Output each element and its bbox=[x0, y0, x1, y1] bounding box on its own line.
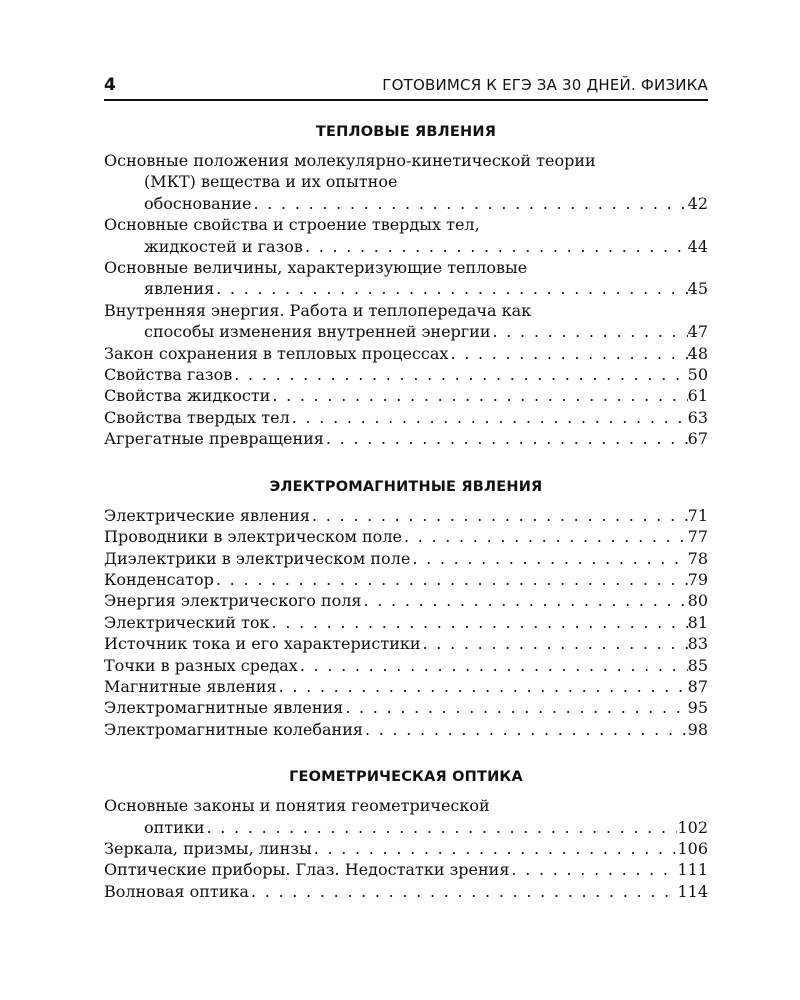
toc-entry-final-line bbox=[104, 590, 708, 611]
toc-entry-final-line bbox=[104, 321, 708, 342]
toc-entry-title: Проводники в электрическом поле bbox=[104, 527, 402, 547]
toc-page-number: 83 bbox=[687, 634, 708, 654]
toc-entry-final-line bbox=[104, 193, 708, 214]
toc-entry-title: Закон сохранения в тепловых процессах bbox=[104, 343, 449, 363]
toc-entry[interactable] bbox=[104, 214, 708, 257]
toc-entry-final-line bbox=[104, 407, 708, 428]
dot-leader bbox=[290, 407, 688, 428]
toc-entry-line: Основные величины, характеризующие тепловые bbox=[104, 258, 528, 278]
toc-entry[interactable] bbox=[104, 257, 708, 300]
toc-entry-line: Основные законы и понятия геометрической bbox=[104, 796, 490, 816]
dot-leader bbox=[509, 859, 677, 880]
toc-entry-final-line bbox=[104, 278, 708, 299]
toc-entry-final-line bbox=[104, 697, 708, 718]
toc-entry-final-line bbox=[104, 838, 708, 859]
toc-entry-final-line bbox=[104, 548, 708, 569]
dot-leader bbox=[298, 655, 688, 676]
toc-page-number: 50 bbox=[687, 365, 708, 385]
toc-entry-title: жидкостей и газов bbox=[144, 236, 303, 256]
toc-page-number: 114 bbox=[677, 881, 708, 901]
toc-entry-line: Основные свойства и строение твердых тел, bbox=[104, 215, 480, 235]
toc-entry-final-line bbox=[104, 385, 708, 406]
dot-leader bbox=[270, 385, 687, 406]
toc-page-number: 79 bbox=[687, 569, 708, 589]
toc-page-number: 42 bbox=[687, 193, 708, 213]
toc-entry-line: Внутренняя энергия. Работа и теплопередача как bbox=[104, 300, 532, 320]
dot-leader bbox=[303, 236, 688, 257]
toc-sections bbox=[104, 123, 708, 902]
toc-entry-title: Электромагнитные колебания bbox=[104, 719, 363, 739]
toc-entry-title: Источник тока и его характеристики bbox=[104, 634, 421, 654]
toc-entry[interactable] bbox=[104, 526, 708, 547]
dot-leader bbox=[204, 817, 677, 838]
toc-entry-final-line bbox=[104, 633, 708, 654]
toc-page-number: 61 bbox=[687, 386, 708, 406]
toc-entry-title: Свойства жидкости bbox=[104, 386, 271, 406]
toc-page-number: 47 bbox=[687, 322, 708, 342]
toc-entry[interactable] bbox=[104, 590, 708, 611]
dot-leader bbox=[270, 612, 688, 633]
toc-entry-final-line bbox=[104, 364, 708, 385]
dot-leader bbox=[402, 526, 688, 547]
toc-entry-title: явления bbox=[144, 279, 215, 299]
dot-leader bbox=[214, 278, 687, 299]
toc-entry-title: Зеркала, призмы, линзы bbox=[104, 838, 312, 858]
toc-entry[interactable] bbox=[104, 795, 708, 838]
toc-page-number: 102 bbox=[677, 817, 708, 837]
dot-leader bbox=[277, 676, 688, 697]
dot-leader bbox=[310, 505, 688, 526]
toc-entry-title: оптики bbox=[144, 817, 205, 837]
toc-page-number: 67 bbox=[687, 429, 708, 449]
toc-entry[interactable] bbox=[104, 881, 708, 902]
toc-page-number: 81 bbox=[687, 612, 708, 632]
toc-entry-title: Конденсатор bbox=[104, 569, 214, 589]
toc-entry-title: Электрические явления bbox=[104, 505, 311, 525]
toc-entry[interactable] bbox=[104, 505, 708, 526]
section-title: ГЕОМЕТРИЧЕСКАЯ ОПТИКА bbox=[289, 769, 523, 786]
dot-leader bbox=[324, 428, 688, 449]
toc-entry[interactable] bbox=[104, 569, 708, 590]
toc-entry-final-line bbox=[104, 676, 708, 697]
dot-leader bbox=[410, 548, 687, 569]
toc-entry-title: Агрегатные превращения bbox=[104, 429, 324, 449]
toc-entry-title: Электрический ток bbox=[104, 612, 270, 632]
toc-entry-final-line bbox=[104, 526, 708, 547]
toc-entry-final-line bbox=[104, 612, 708, 633]
toc-entry-final-line bbox=[104, 859, 708, 880]
toc-page-number: 98 bbox=[687, 719, 708, 739]
toc-entry-final-line bbox=[104, 236, 708, 257]
toc-page-number: 77 bbox=[687, 527, 708, 547]
section-title: ТЕПЛОВЫЕ ЯВЛЕНИЯ bbox=[315, 124, 497, 140]
toc-page-number: 87 bbox=[687, 676, 708, 696]
toc-section bbox=[104, 478, 708, 740]
toc-entry[interactable] bbox=[104, 697, 708, 718]
toc-entry[interactable] bbox=[104, 612, 708, 633]
toc-page-number: 80 bbox=[687, 591, 708, 611]
toc-entry-title: Оптические приборы. Глаз. Недостатки зрения bbox=[104, 860, 510, 880]
toc-entry-final-line bbox=[104, 569, 708, 590]
toc-entry-final-line bbox=[104, 719, 708, 740]
toc-entry-title: Магнитные явления bbox=[104, 676, 277, 696]
toc-entry-final-line bbox=[104, 655, 708, 676]
toc-entry[interactable] bbox=[104, 655, 708, 676]
toc-entry[interactable] bbox=[104, 407, 708, 428]
toc-entry-line: (МКТ) вещества и их опытное bbox=[144, 172, 398, 192]
toc-entry-final-line bbox=[104, 343, 708, 364]
toc-entry[interactable] bbox=[104, 838, 708, 859]
toc-page-number: 85 bbox=[687, 655, 708, 675]
toc-page-number: 63 bbox=[687, 407, 708, 427]
dot-leader bbox=[362, 590, 688, 611]
toc-entry[interactable] bbox=[104, 548, 708, 569]
toc-entry[interactable] bbox=[104, 364, 708, 385]
toc-page-number: 78 bbox=[687, 548, 708, 568]
toc-entry-title: Свойства газов bbox=[104, 365, 233, 385]
toc-entry-title: Точки в разных средах bbox=[104, 655, 298, 675]
toc-entry-title: Свойства твердых тел bbox=[104, 407, 290, 427]
table-of-contents-page bbox=[104, 74, 708, 902]
toc-entry-title: Диэлектрики в электрическом поле bbox=[104, 548, 411, 568]
dot-leader bbox=[312, 838, 678, 859]
toc-entry[interactable] bbox=[104, 343, 708, 364]
dot-leader bbox=[343, 697, 687, 718]
toc-entry-title: Волновая оптика bbox=[104, 881, 249, 901]
dot-leader bbox=[448, 343, 687, 364]
toc-entry-line: Основные положения молекулярно-кинетической теории bbox=[104, 151, 596, 170]
section-title: ЭЛЕКТРОМАГНИТНЫЕ ЯВЛЕНИЯ bbox=[269, 478, 543, 495]
toc-entry[interactable] bbox=[104, 719, 708, 740]
dot-leader bbox=[252, 193, 688, 214]
dot-leader bbox=[249, 881, 678, 902]
toc-section bbox=[104, 768, 708, 902]
toc-entry-title: обоснование bbox=[144, 193, 252, 213]
toc-entry-final-line bbox=[104, 817, 708, 838]
dot-leader bbox=[214, 569, 688, 590]
page-number: 4 bbox=[104, 75, 116, 95]
toc-section bbox=[104, 123, 708, 450]
dot-leader bbox=[421, 633, 688, 654]
running-title: ГОТОВИМСЯ К ЕГЭ ЗА 30 ДНЕЙ. ФИЗИКА bbox=[382, 76, 708, 94]
toc-entry-title: способы изменения внутренней энергии bbox=[144, 322, 491, 342]
toc-entry[interactable] bbox=[104, 428, 708, 449]
toc-page-number: 44 bbox=[687, 236, 708, 256]
toc-page-number: 111 bbox=[677, 860, 708, 880]
page-header bbox=[104, 74, 708, 101]
toc-page-number: 71 bbox=[687, 505, 708, 525]
toc-entry[interactable] bbox=[104, 385, 708, 406]
toc-entry[interactable] bbox=[104, 859, 708, 880]
toc-entry-title: Электромагнитные явления bbox=[104, 698, 344, 718]
toc-entry[interactable] bbox=[104, 300, 708, 343]
toc-page-number: 45 bbox=[687, 279, 708, 299]
toc-entry[interactable] bbox=[104, 633, 708, 654]
toc-page-number: 48 bbox=[687, 343, 708, 363]
dot-leader bbox=[491, 321, 688, 342]
dot-leader bbox=[363, 719, 688, 740]
toc-entry-final-line bbox=[104, 428, 708, 449]
toc-page-number: 106 bbox=[677, 838, 708, 858]
toc-entry-final-line bbox=[104, 881, 708, 902]
dot-leader bbox=[232, 364, 687, 385]
toc-entry[interactable] bbox=[104, 150, 708, 214]
toc-page-number: 95 bbox=[687, 698, 708, 718]
toc-entry[interactable] bbox=[104, 676, 708, 697]
toc-entry-title: Энергия электрического поля bbox=[104, 591, 362, 611]
toc-entry-final-line bbox=[104, 505, 708, 526]
